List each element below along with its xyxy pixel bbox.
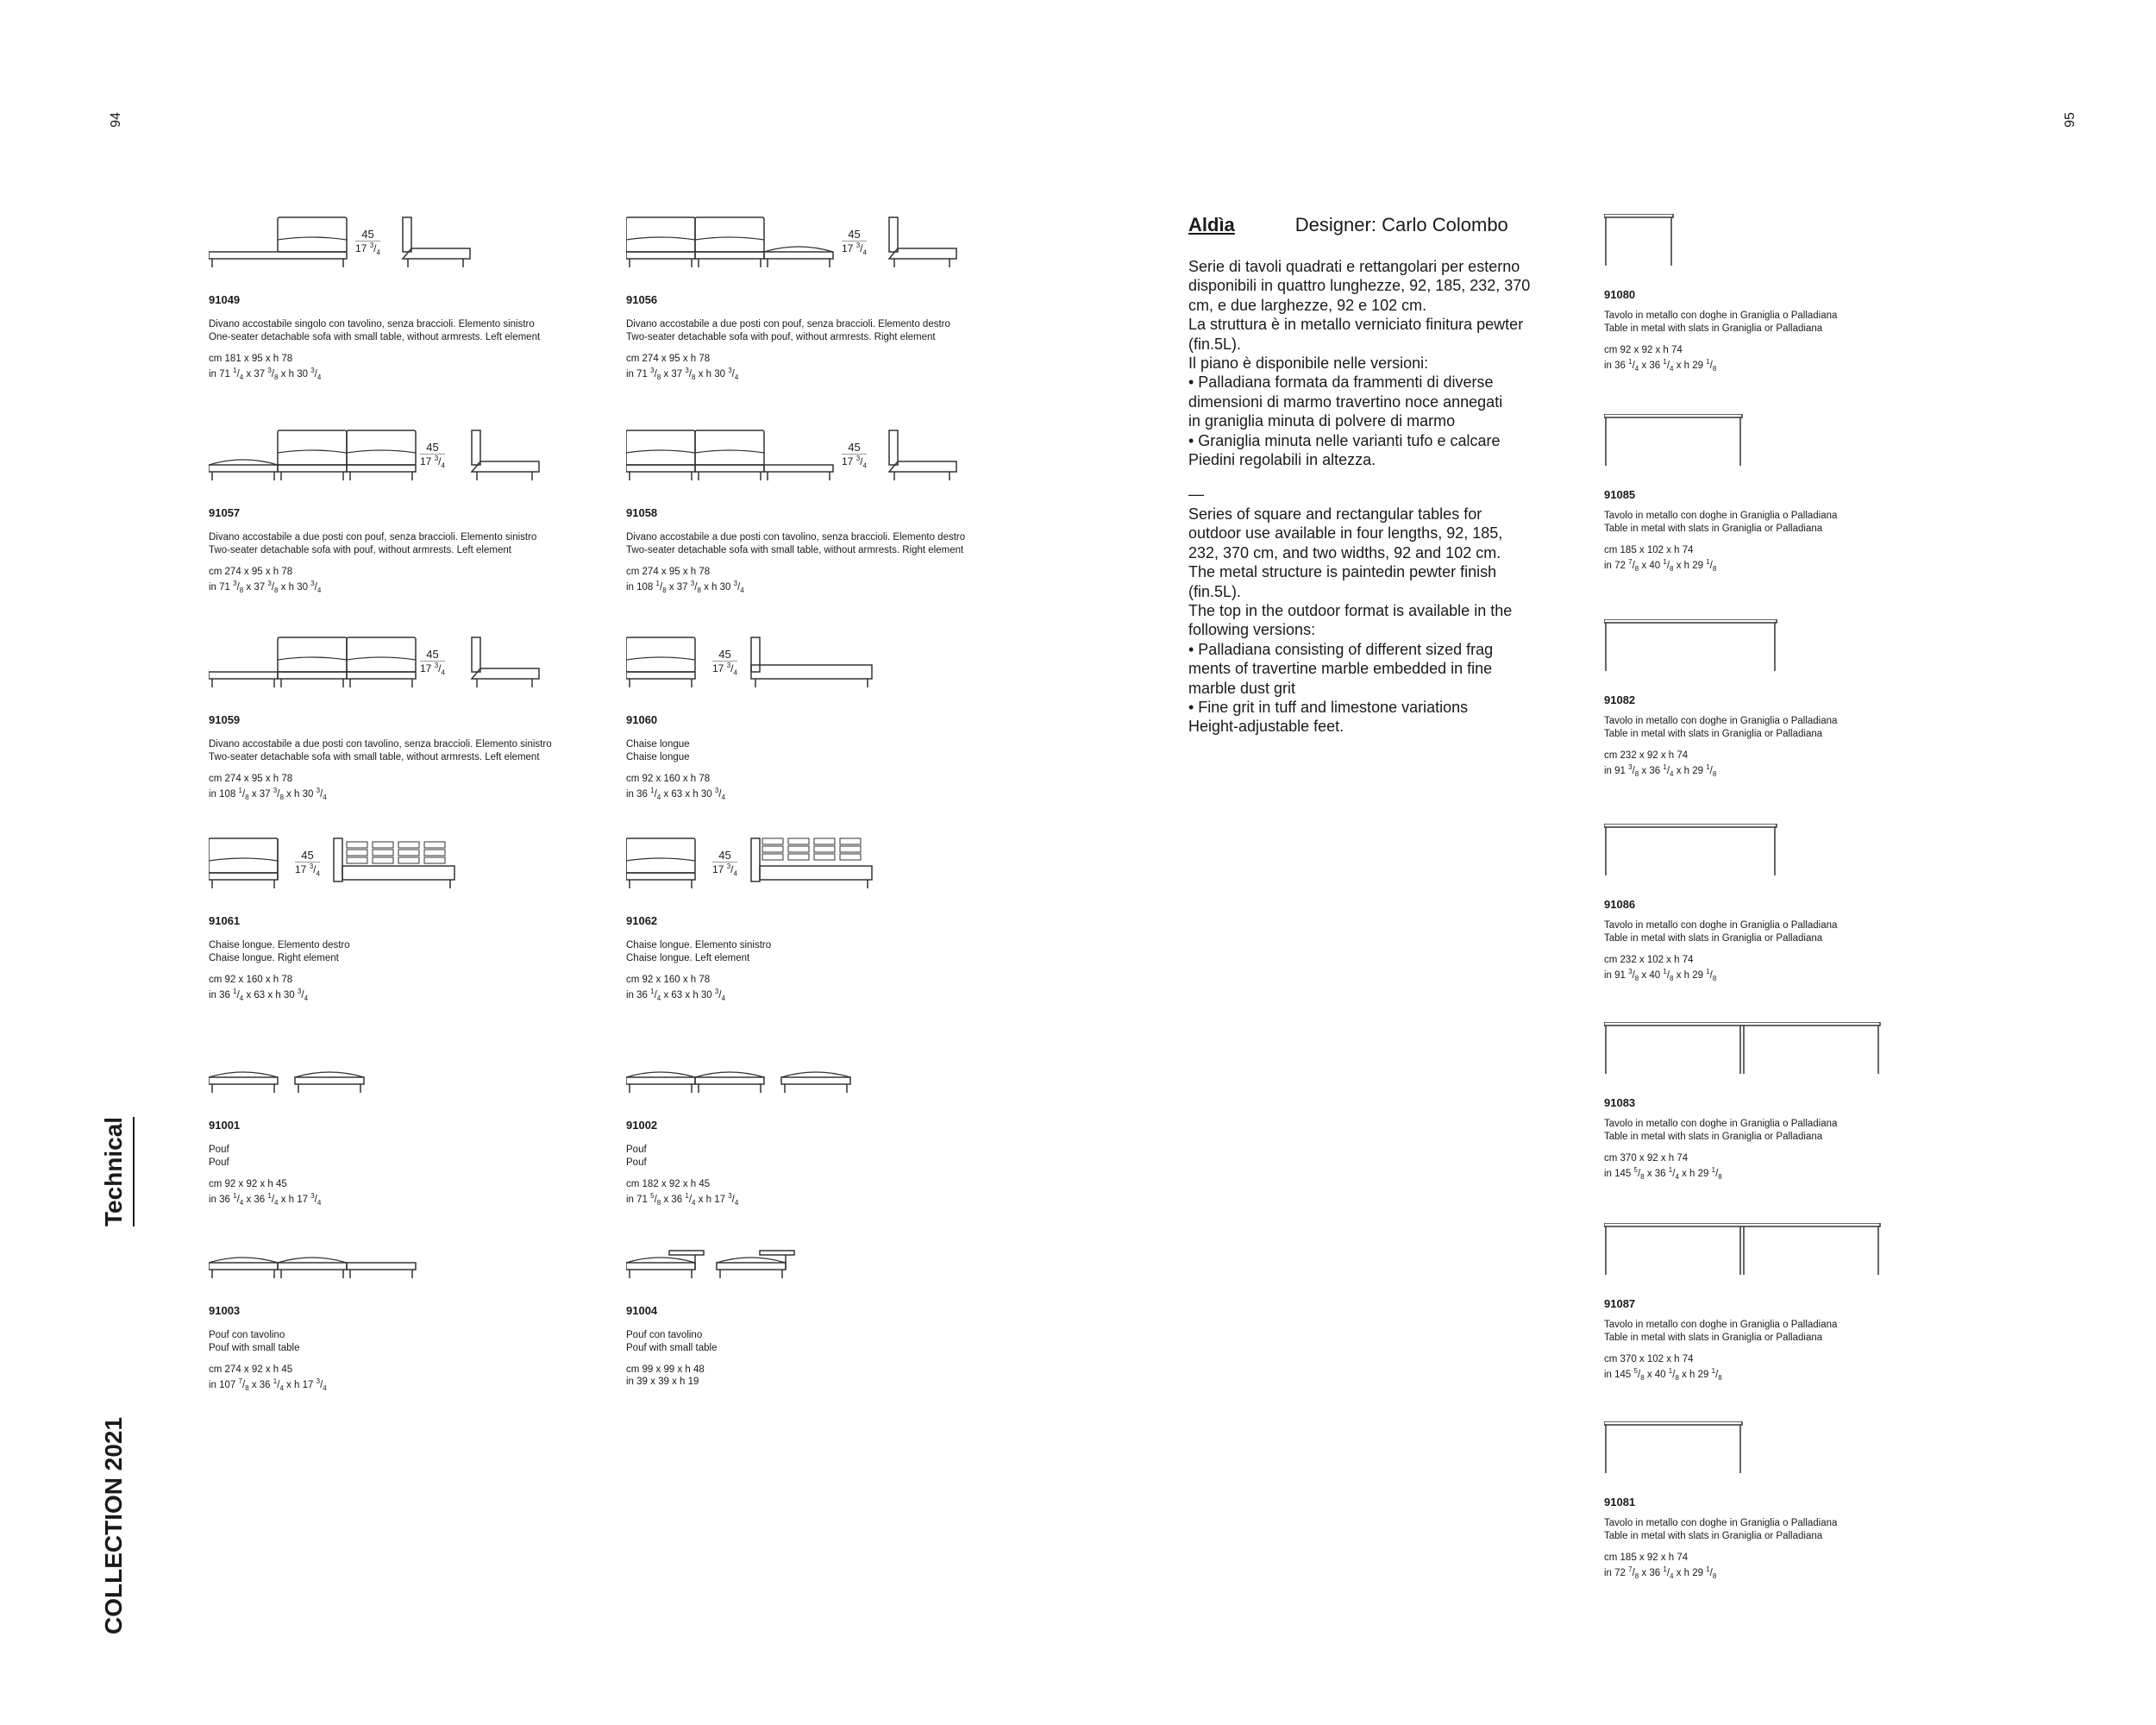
description-it: Tavolo in metallo con doghe in Graniglia o Palladiana (1604, 716, 1838, 726)
product-description (1604, 510, 1932, 536)
table-item-91081 (1604, 1421, 1932, 1583)
description-it: Tavolo in metallo con doghe in Graniglia o Palladiana (1604, 310, 1838, 321)
dimension-label (842, 441, 867, 469)
product-dimensions (626, 1178, 1031, 1209)
intro-it-line: La struttura è in metallo verniciato finitura pewter (1188, 316, 1524, 334)
product-description (209, 939, 614, 965)
sofa-drawing (209, 1225, 614, 1299)
dimensions-cm: cm 274 x 95 x h 78 (626, 567, 711, 577)
product-code: 91002 (626, 1119, 658, 1132)
intro-en-line: Series of square and rectangular tables for (1188, 505, 1482, 523)
dimensions-in: in 36 $^1/_4$ x 63 x h 30 $^3/_4$ (626, 787, 726, 802)
description-it: Chaise longue. Elemento destro (209, 940, 350, 950)
product-code: 91049 (209, 293, 241, 306)
description-en: Pouf with small table (209, 1343, 300, 1353)
seat-height-in: 17 $^3/_4$ (420, 455, 445, 470)
product-code: 91001 (209, 1119, 241, 1132)
dimensions-in: in 36 $^1/_4$ x 63 x h 30 $^3/_4$ (626, 988, 726, 1003)
seat-height-cm: 45 (718, 849, 731, 862)
intro-header (1188, 214, 1559, 236)
dimensions-cm: cm 92 x 160 x h 78 (626, 975, 711, 985)
dimensions-cm: cm 185 x 102 x h 74 (1604, 545, 1694, 555)
sofa-drawing (209, 427, 614, 501)
product-dimensions (626, 974, 1031, 1005)
product-dimensions (209, 1364, 614, 1395)
intro-en-line: following versions: (1188, 621, 1316, 639)
sofa-item-91062 (626, 835, 1031, 1005)
seat-height-in: 17 $^3/_4$ (842, 242, 867, 257)
product-dimensions (626, 566, 1031, 597)
seat-height-cm: 45 (718, 648, 731, 661)
collection-label: COLLECTION 2021 (100, 1416, 127, 1634)
intro-en-line: marble dust grit (1188, 679, 1296, 697)
product-description (209, 318, 614, 344)
page-number-left: 94 (108, 112, 123, 128)
table-drawing (1604, 214, 1932, 283)
description-en: Table in metal with slats in Graniglia or Palladiana (1604, 524, 1823, 534)
sofa-item-91004 (626, 1225, 1031, 1388)
dimensions-cm: cm 370 x 92 x h 74 (1604, 1153, 1689, 1164)
product-description (209, 738, 614, 764)
seat-height-in: 17 $^3/_4$ (420, 662, 445, 677)
description-en: Two-seater detachable sofa with pouf, without armrests. Left element (209, 545, 511, 555)
sofa-item-91056 (626, 214, 1031, 384)
product-dimensions (209, 773, 614, 804)
product-dimensions (626, 353, 1031, 384)
dimension-label (420, 441, 445, 469)
product-description (1604, 1319, 1932, 1345)
dimensions-cm: cm 274 x 95 x h 78 (209, 567, 293, 577)
dimensions-cm: cm 182 x 92 x h 45 (626, 1179, 711, 1189)
table-drawing (1604, 824, 1932, 893)
sofa-drawing (626, 427, 1031, 501)
product-dimensions (1604, 1353, 1932, 1384)
sofa-drawing (209, 634, 614, 708)
intro-en-line: The top in the outdoor format is available in the (1188, 601, 1513, 619)
sofa-item-91003 (209, 1225, 614, 1395)
dimensions-in: in 91 $^3/_8$ x 36 $^1/_4$ x h 29 $^1/_8$ (1604, 763, 1717, 779)
description-en: Table in metal with slats in Graniglia or Palladiana (1604, 1333, 1823, 1343)
dimensions-in: in 39 x 39 x h 19 (626, 1377, 699, 1387)
intro-en-line: The metal structure is paintedin pewter finish (1188, 563, 1497, 581)
product-dimensions (1604, 544, 1932, 575)
description-en: Chaise longue. Left element (626, 953, 750, 963)
description-it: Pouf con tavolino (626, 1330, 703, 1340)
intro-en-line: 232, 370 cm, and two widths, 92 and 102 cm. (1188, 543, 1501, 561)
product-description (1604, 715, 1932, 741)
dimensions-in: in 91 $^3/_8$ x 40 $^1/_8$ x h 29 $^1/_8$ (1604, 968, 1717, 983)
product-code: 91080 (1604, 288, 1636, 301)
intro-en-line: outdoor use available in four lengths, 92, 185, (1188, 524, 1503, 543)
dimensions-in: in 36 $^1/_4$ x 36 $^1/_4$ x h 17 $^3/_4$ (209, 1192, 322, 1208)
product-dimensions (1604, 1552, 1932, 1583)
product-description (1604, 1517, 1932, 1543)
product-description (1604, 310, 1932, 336)
product-dimensions (209, 353, 614, 384)
product-code: 91004 (626, 1304, 658, 1317)
dimensions-cm: cm 232 x 92 x h 74 (1604, 750, 1689, 761)
dimensions-cm: cm 181 x 95 x h 78 (209, 354, 293, 364)
description-it: Pouf (209, 1145, 229, 1155)
dimensions-cm: cm 274 x 95 x h 78 (626, 354, 711, 364)
product-description (209, 1144, 614, 1170)
seat-height-cm: 45 (848, 441, 861, 454)
product-code: 91059 (209, 713, 241, 726)
product-description (1604, 1118, 1932, 1144)
brand-name: Aldìa (1188, 214, 1235, 235)
dimension-label (842, 228, 867, 256)
dimensions-in: in 36 $^1/_4$ x 63 x h 30 $^3/_4$ (209, 988, 309, 1003)
description-en: Table in metal with slats in Graniglia or Palladiana (1604, 729, 1823, 739)
seat-height-cm: 45 (426, 441, 439, 454)
sofa-item-91049 (209, 214, 614, 384)
intro-it-line: • Palladiana formata da frammenti di diverse (1188, 373, 1494, 392)
product-description (626, 318, 1031, 344)
description-en: Pouf (209, 1157, 229, 1168)
product-description (626, 531, 1031, 557)
dimensions-in: in 71 $^1/_4$ x 37 $^3/_8$ x h 30 $^3/_4$ (209, 367, 322, 382)
dimensions-in: in 108 $^1/_8$ x 37 $^3/_8$ x h 30 $^3/_4$ (626, 580, 744, 595)
dimensions-cm: cm 92 x 92 x h 74 (1604, 345, 1683, 355)
description-en: Chaise longue. Right element (209, 953, 339, 963)
dimension-label (420, 648, 445, 676)
dimensions-in: in 71 $^5/_8$ x 36 $^1/_4$ x h 17 $^3/_4$ (626, 1192, 739, 1208)
seat-height-cm: 45 (361, 228, 374, 241)
intro-it-line: in graniglia minuta di polvere di marmo (1188, 412, 1456, 430)
page-number-right: 95 (2062, 112, 2078, 128)
seat-height-in: 17 $^3/_4$ (355, 242, 380, 257)
product-code: 91086 (1604, 898, 1636, 911)
product-code: 91056 (626, 293, 658, 306)
seat-height-in: 17 $^3/_4$ (712, 662, 737, 677)
table-item-91080 (1604, 214, 1932, 375)
dimensions-cm: cm 92 x 160 x h 78 (626, 774, 711, 784)
sofa-drawing (626, 634, 1031, 708)
description-it: Divano accostabile a due posti con pouf, senza braccioli. Elemento destro (626, 319, 950, 329)
dimensions-in: in 71 $^3/_8$ x 37 $^3/_8$ x h 30 $^3/_4$ (209, 580, 322, 595)
product-code: 91003 (209, 1304, 241, 1317)
product-code: 91085 (1604, 488, 1636, 501)
dimension-label (295, 849, 320, 877)
dimension-label (712, 849, 737, 877)
product-dimensions (1604, 954, 1932, 985)
product-description (626, 1144, 1031, 1170)
dimensions-cm: cm 274 x 95 x h 78 (209, 774, 293, 784)
table-item-91082 (1604, 619, 1932, 781)
product-dimensions (1604, 750, 1932, 781)
dimensions-in: in 145 $^5/_8$ x 40 $^1/_8$ x h 29 $^1/_8$ (1604, 1367, 1722, 1383)
intro-it-line: Serie di tavoli quadrati e rettangolari per esterno (1188, 258, 1520, 275)
intro-en-line: • Fine grit in tuff and limestone variations (1188, 698, 1469, 716)
product-description (1604, 919, 1932, 945)
description-en: Table in metal with slats in Graniglia or Palladiana (1604, 1132, 1823, 1142)
product-description (626, 1329, 1031, 1355)
dimension-label (712, 648, 737, 676)
description-en: Pouf (626, 1157, 647, 1168)
product-description (626, 939, 1031, 965)
sofa-item-91059 (209, 634, 614, 804)
intro-italian (1188, 257, 1559, 469)
intro-it-line: disponibili in quattro lunghezze, 92, 185, 232, 370 (1188, 277, 1531, 295)
description-en: Table in metal with slats in Graniglia or Palladiana (1604, 933, 1823, 944)
description-en: Two-seater detachable sofa with small table, without armrests. Left element (209, 752, 540, 762)
intro-it-line: dimensioni di marmo travertino noce annegati (1188, 392, 1503, 411)
intro-english (1188, 505, 1559, 737)
product-dimensions (1604, 1152, 1932, 1183)
description-it: Divano accostabile a due posti con tavolino, senza braccioli. Elemento sinistro (209, 739, 552, 750)
sofa-drawing (209, 1039, 614, 1113)
product-description (209, 531, 614, 557)
sofa-item-91058 (626, 427, 1031, 597)
product-code: 91058 (626, 506, 658, 519)
product-code: 91082 (1604, 693, 1636, 706)
description-it: Pouf (626, 1145, 647, 1155)
description-it: Tavolo in metallo con doghe in Graniglia o Palladiana (1604, 511, 1838, 521)
table-drawing (1604, 1022, 1932, 1091)
dimensions-cm: cm 92 x 160 x h 78 (209, 975, 293, 985)
dimensions-in: in 72 $^7/_8$ x 40 $^1/_8$ x h 29 $^1/_8$ (1604, 558, 1717, 574)
intro-it-line: • Graniglia minuta nelle varianti tufo e calcare (1188, 431, 1501, 449)
table-item-91086 (1604, 824, 1932, 985)
sofa-drawing (626, 1039, 1031, 1113)
seat-height-cm: 45 (426, 648, 439, 661)
description-it: Chaise longue (626, 739, 690, 750)
product-code: 91087 (1604, 1297, 1636, 1310)
dimensions-in: in 145 $^5/_8$ x 36 $^1/_4$ x h 29 $^1/_8$ (1604, 1166, 1722, 1182)
table-drawing (1604, 414, 1932, 483)
description-en: Two-seater detachable sofa with small table, without armrests. Right element (626, 545, 964, 555)
description-en: Two-seater detachable sofa with pouf, without armrests. Right element (626, 332, 936, 342)
description-it: Tavolo in metallo con doghe in Graniglia o Palladiana (1604, 1518, 1838, 1528)
sofa-item-91002 (626, 1039, 1031, 1209)
dimensions-in: in 71 $^3/_8$ x 37 $^3/_8$ x h 30 $^3/_4$ (626, 367, 739, 382)
product-dimensions (626, 773, 1031, 804)
dimensions-cm: cm 99 x 99 x h 48 (626, 1364, 705, 1375)
language-divider: — (1188, 486, 1204, 504)
table-item-91083 (1604, 1022, 1932, 1183)
dimensions-cm: cm 370 x 102 x h 74 (1604, 1354, 1694, 1364)
intro-en-line: ments of travertine marble embedded in fine (1188, 660, 1493, 678)
product-code: 91057 (209, 506, 241, 519)
description-en: Chaise longue (626, 752, 690, 762)
intro-en-line: (fin.5L). (1188, 582, 1242, 600)
sofa-drawing (209, 214, 614, 288)
sofa-drawing (209, 835, 614, 909)
table-drawing (1604, 619, 1932, 688)
sofa-item-91060 (626, 634, 1031, 804)
product-code: 91062 (626, 914, 658, 927)
dimensions-cm: cm 185 x 92 x h 74 (1604, 1552, 1689, 1563)
section-label: Technical (100, 1117, 135, 1226)
description-it: Tavolo in metallo con doghe in Graniglia o Palladiana (1604, 1320, 1838, 1330)
description-it: Divano accostabile a due posti con tavolino, senza braccioli. Elemento destro (626, 532, 966, 543)
intro-en-line: Height-adjustable feet. (1188, 718, 1344, 736)
intro-it-line: (fin.5L). (1188, 335, 1242, 353)
product-description (626, 738, 1031, 764)
description-en: Pouf with small table (626, 1343, 718, 1353)
seat-height-in: 17 $^3/_4$ (842, 455, 867, 470)
product-dimensions (626, 1364, 1031, 1388)
sofa-drawing (626, 835, 1031, 909)
dimensions-cm: cm 232 x 102 x h 74 (1604, 955, 1694, 965)
product-code: 91081 (1604, 1496, 1636, 1509)
intro-it-line: Il piano è disponibile nelle versioni: (1188, 354, 1429, 373)
product-dimensions (1604, 344, 1932, 375)
sofa-item-91001 (209, 1039, 614, 1209)
sofa-item-91061 (209, 835, 614, 1005)
dimension-label (355, 228, 380, 256)
sofa-drawing (626, 214, 1031, 288)
description-it: Tavolo in metallo con doghe in Graniglia o Palladiana (1604, 1119, 1838, 1129)
intro-it-line: cm, e due larghezze, 92 e 102 cm. (1188, 296, 1427, 314)
dimensions-in: in 108 $^1/_8$ x 37 $^3/_8$ x h 30 $^3/_4$ (209, 787, 327, 802)
dimensions-cm: cm 92 x 92 x h 45 (209, 1179, 287, 1189)
product-dimensions (209, 566, 614, 597)
table-drawing (1604, 1421, 1932, 1490)
description-it: Tavolo in metallo con doghe in Graniglia o Palladiana (1604, 920, 1838, 931)
description-en: One-seater detachable sofa with small table, without armrests. Left element (209, 332, 541, 342)
product-code: 91083 (1604, 1096, 1636, 1109)
product-description (209, 1329, 614, 1355)
product-code: 91060 (626, 713, 658, 726)
dimensions-in: in 36 $^1/_4$ x 36 $^1/_4$ x h 29 $^1/_8$ (1604, 358, 1717, 373)
seat-height-cm: 45 (848, 228, 861, 241)
table-drawing (1604, 1223, 1932, 1292)
dimensions-cm: cm 274 x 92 x h 45 (209, 1364, 293, 1375)
sofa-drawing (626, 1225, 1031, 1299)
intro-it-line: Piedini regolabili in altezza. (1188, 451, 1376, 469)
table-item-91085 (1604, 414, 1932, 575)
description-en: Table in metal with slats in Graniglia or Palladiana (1604, 1531, 1823, 1541)
intro-column (1188, 214, 1559, 737)
seat-height-in: 17 $^3/_4$ (295, 862, 320, 878)
description-it: Pouf con tavolino (209, 1330, 285, 1340)
intro-en-line: • Palladiana consisting of different sized frag (1188, 640, 1494, 658)
product-dimensions (209, 974, 614, 1005)
dimensions-in: in 107 $^7/_8$ x 36 $^1/_4$ x h 17 $^3/_4$ (209, 1377, 327, 1393)
product-code: 91061 (209, 914, 241, 927)
description-it: Chaise longue. Elemento sinistro (626, 940, 772, 950)
dimensions-in: in 72 $^7/_8$ x 36 $^1/_4$ x h 29 $^1/_8$ (1604, 1565, 1717, 1581)
description-it: Divano accostabile a due posti con pouf, senza braccioli. Elemento sinistro (209, 532, 537, 543)
description-it: Divano accostabile singolo con tavolino, senza braccioli. Elemento sinistro (209, 319, 535, 329)
sofa-item-91057 (209, 427, 614, 597)
product-dimensions (209, 1178, 614, 1209)
seat-height-cm: 45 (301, 849, 314, 862)
seat-height-in: 17 $^3/_4$ (712, 862, 737, 878)
designer-name: Designer: Carlo Colombo (1294, 214, 1508, 235)
table-item-91087 (1604, 1223, 1932, 1384)
description-en: Table in metal with slats in Graniglia or Palladiana (1604, 323, 1823, 334)
